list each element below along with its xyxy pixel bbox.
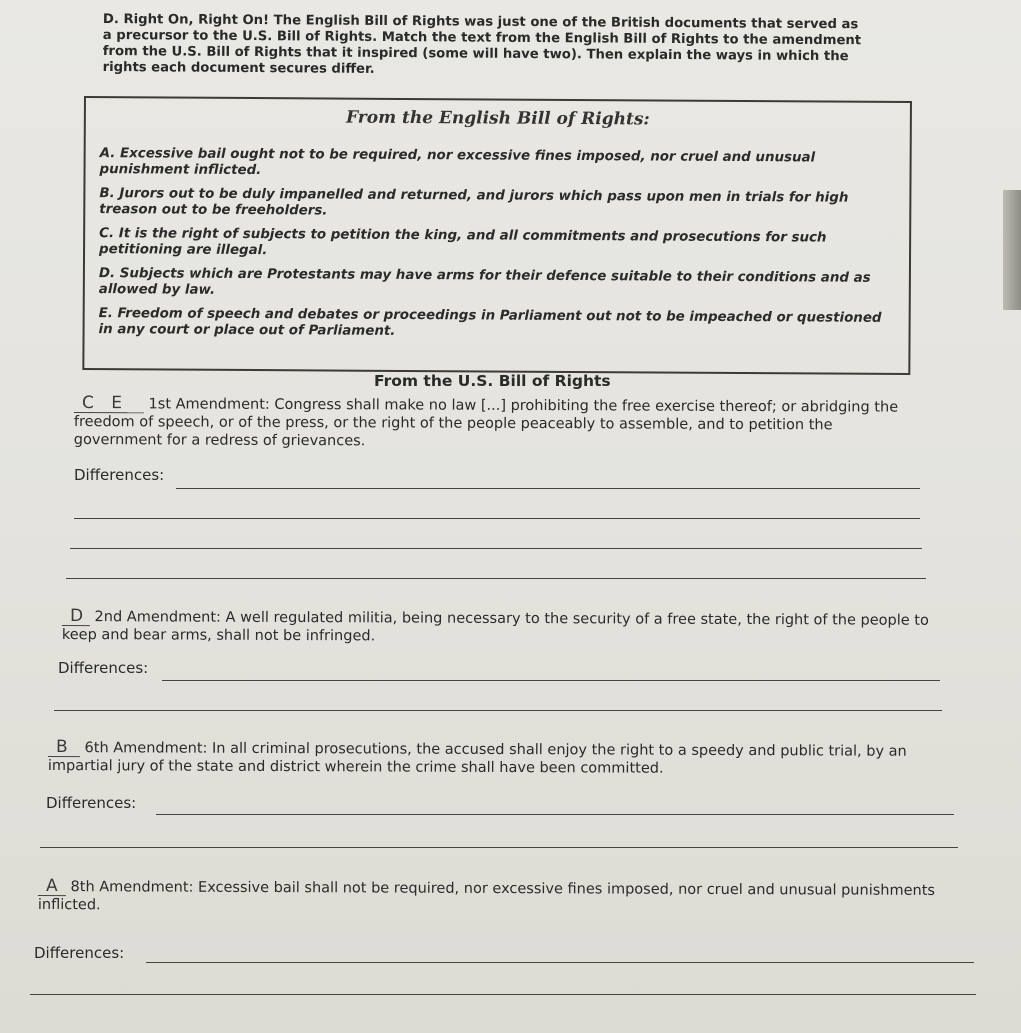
english-item-b: B. Jurors out to be duly impanelled and returned, and jurors which pass upon men in trials for high treason out to be freeholders. xyxy=(99,186,849,219)
answer-field-6[interactable]: B xyxy=(48,738,80,757)
answer-line[interactable] xyxy=(146,962,974,963)
amendment-8 xyxy=(38,877,938,918)
english-item-c: C. It is the right of subjects to petition the king, and all commitments and prosecutions for such petitioning are illegal. xyxy=(99,226,827,259)
intro-lead: D. Right On, Right On! xyxy=(102,12,270,29)
differences-label-6: Differences: xyxy=(46,794,137,812)
answer-line[interactable] xyxy=(54,710,942,711)
amendment-6-text: 6th Amendment: In all criminal prosecutions, the accused shall enjoy the right to a speedy and public trial, by an impartial jury of the state and district wherein the crime shall have been committed. xyxy=(47,740,907,777)
differences-label-1: Differences: xyxy=(74,466,165,484)
answer-field-1[interactable]: C E xyxy=(74,394,144,413)
answer-field-2[interactable]: D xyxy=(62,607,90,626)
us-bill-title: From the U.S. Bill of Rights xyxy=(374,372,611,390)
answer-line[interactable] xyxy=(66,578,926,579)
english-bill-title: From the English Bill of Rights: xyxy=(345,107,650,130)
amendment-1-text: 1st Amendment: Congress shall make no law [...] prohibiting the free exercise thereof; or abridging the freedom of speech, or of the press, or the right of the people peaceably to assemble, and to petition the government for a redress of grievances. xyxy=(73,396,899,450)
amendment-8-text: 8th Amendment: Excessive bail shall not be required, nor excessive fines imposed, nor cruel and unusual punishments inflicted. xyxy=(37,879,935,914)
amendment-2 xyxy=(62,607,938,648)
intro-paragraph xyxy=(103,12,863,81)
answer-line[interactable] xyxy=(30,994,976,995)
amendment-6 xyxy=(48,738,938,779)
answer-line[interactable] xyxy=(176,488,920,489)
answer-line[interactable] xyxy=(74,518,920,519)
intro-text: The English Bill of Rights was just one of the British documents that served as a precursor to the U.S. Bill of Rights. Match the text from the English Bill of Rights to the amendment from the U.S. Bill of Rights that it inspired (some will have two). Then explain the ways in which the rights each document secures differ. xyxy=(102,13,862,77)
answer-field-8[interactable]: A xyxy=(38,877,66,896)
differences-label-8: Differences: xyxy=(34,944,125,962)
answer-line[interactable] xyxy=(162,680,940,681)
english-item-e: E. Freedom of speech and debates or proceedings in Parliament out not to be impeached or questioned in any court or place out of Parliament. xyxy=(98,306,882,339)
differences-label-2: Differences: xyxy=(58,659,149,677)
amendment-1 xyxy=(74,394,910,453)
amendment-2-text: 2nd Amendment: A well regulated militia, being necessary to the security of a free state, the right of the people to keep and bear arms, shall not be infringed. xyxy=(61,609,929,645)
answer-line[interactable] xyxy=(156,814,954,815)
english-bill-box xyxy=(82,96,912,375)
answer-line[interactable] xyxy=(70,548,922,549)
english-item-d: D. Subjects which are Protestants may have arms for their defence suitable to their conditions and as allowed by law. xyxy=(98,266,871,298)
answer-line[interactable] xyxy=(40,847,958,848)
english-item-a: A. Excessive bail ought not to be required, nor excessive fines imposed, nor cruel and unusual punishment inflicted. xyxy=(99,146,816,179)
page-edge-shadow xyxy=(1003,190,1021,310)
